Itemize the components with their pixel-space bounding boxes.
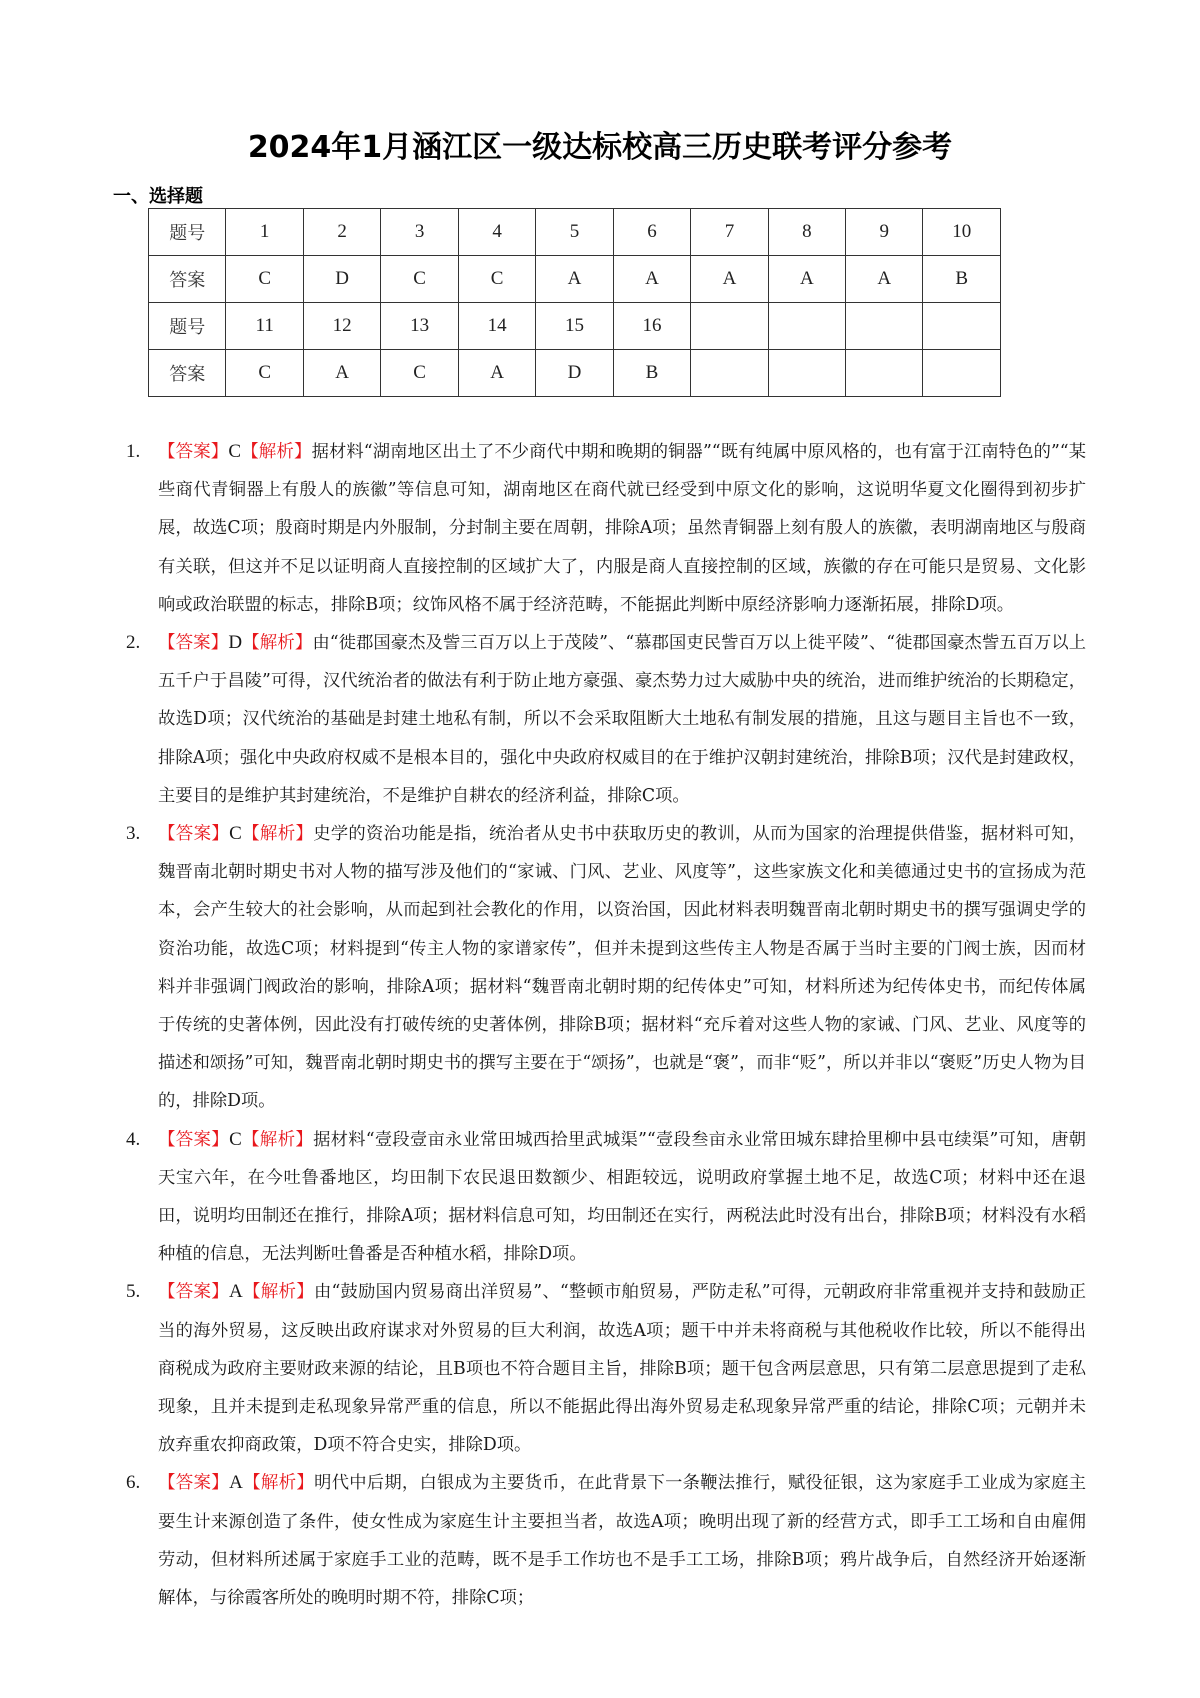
answer-letter: C: [229, 823, 242, 845]
table-cell: [768, 303, 845, 350]
table-cell: [923, 303, 1001, 350]
table-cell: C: [381, 256, 458, 303]
table-cell: D: [303, 256, 380, 303]
answer-table-row: [149, 303, 1001, 350]
answer-letter: C: [229, 1128, 242, 1150]
analysis-tag: 【解析】: [242, 1282, 314, 1303]
analysis-tag: 【解析】: [241, 442, 312, 462]
table-cell: 12: [303, 303, 380, 350]
row-label: 答案: [149, 350, 226, 397]
explanations-list: [126, 433, 1086, 1617]
item-number: 5.: [126, 1281, 141, 1303]
table-cell: 3: [381, 209, 458, 256]
table-cell: A: [691, 256, 768, 303]
answer-tag: 【答案】: [158, 1282, 229, 1303]
table-cell: B: [613, 350, 690, 397]
answer-letter: D: [228, 632, 243, 654]
table-cell: A: [303, 350, 380, 397]
table-cell: A: [613, 256, 690, 303]
table-cell: [923, 350, 1001, 397]
table-cell: A: [768, 256, 845, 303]
table-cell: 5: [536, 209, 613, 256]
analysis-tag: 【解析】: [242, 1473, 315, 1494]
table-cell: A: [536, 256, 613, 303]
row-label: 答案: [149, 256, 226, 303]
answer-letter: A: [229, 1472, 243, 1494]
answer-tag: 【答案】: [158, 633, 229, 654]
analysis-text: 由“徙郡国豪杰及訾三百万以上于茂陵”、“慕郡国吏民訾百万以上徙平陵”、“徙郡国豪杰訾五百万以上五千户于昌陵”可得，汉代统治者的做法有利于防止地方豪强、豪杰势力过大威胁中央的统治，进而维护统治的长期稳定，故选D项；汉代统治的基础是封建土地私有制，所以不会采取阻断大土地私有制发展的措施，且这与题目主旨也不一致，排除A项；强化中央政府权威不是根本目的，强化中央政府权威目的在于维护汉朝封建统治，排除B项；汉代是封建政权，主要目的是维护其封建统治，不是维护自耕农的经济利益，排除C项。: [158, 633, 1086, 806]
table-cell: C: [226, 256, 303, 303]
table-cell: 6: [613, 209, 690, 256]
analysis-tag: 【解析】: [241, 1129, 314, 1150]
answer-table-row: [149, 209, 1001, 256]
answer-tag: 【答案】: [158, 824, 230, 845]
table-cell: 7: [691, 209, 768, 256]
analysis-text: 据材料“壹段壹亩永业常田城西拾里武城渠”“壹段叁亩永业常田城东肆拾里柳中县屯续渠”可知，唐朝天宝六年，在今吐鲁番地区，均田制下农民退田数额少、相距较远，说明政府掌握土地不足，故选C项；材料中还在退田，说明均田制还在推行，排除A项；据材料信息可知，均田制还在实行，两税法此时没有出台，排除B项；材料没有水稻种植的信息，无法判断吐鲁番是否种植水稻，排除D项。: [158, 1129, 1087, 1265]
item-number: 1.: [126, 441, 141, 462]
table-cell: 8: [768, 209, 845, 256]
row-label: 题号: [149, 209, 226, 256]
table-cell: B: [923, 256, 1001, 303]
analysis-text: 据材料“湖南地区出土了不少商代中期和晚期的铜器”“既有纯属中原风格的，也有富于江南特色的”“某些商代青铜器上有殷人的族徽”等信息可知，湖南地区在商代就已经受到中原文化的影响，这说明华夏文化圈得到初步扩展，故选C项；殷商时期是内外服制，分封制主要在周朝，排除A项；虽然青铜器上刻有殷人的族徽，表明湖南地区与殷商有关联，但这并不足以证明商人直接控制的区域扩大了，内服是商人直接控制的区域，族徽的存在可能只是贸易、文化影响或政治联盟的标志，排除B项；纹饰风格不属于经济范畴，不能据此判断中原经济影响力逐渐拓展，排除D项。: [158, 442, 1087, 615]
explanation-item: [126, 433, 1086, 624]
item-number: 4.: [126, 1128, 141, 1150]
analysis-tag: 【解析】: [241, 824, 314, 845]
table-cell: 9: [846, 209, 923, 256]
explanation-item: [126, 1121, 1086, 1274]
answer-table-row: [149, 350, 1001, 397]
analysis-tag: 【解析】: [242, 633, 313, 654]
table-cell: D: [536, 350, 613, 397]
table-cell: [846, 303, 923, 350]
item-number: 2.: [126, 632, 141, 654]
table-cell: 11: [226, 303, 303, 350]
table-cell: 15: [536, 303, 613, 350]
explanation-item: [126, 624, 1086, 815]
analysis-text: 由“鼓励国内贸易商出洋贸易”、“整顿市舶贸易，严防走私”可得，元朝政府非常重视并支持和鼓励正当的海外贸易，这反映出政府谋求对外贸易的巨大利润，故选A项；题干中并未将商税与其他税收作比较，所以不能得出商税成为政府主要财政来源的结论，且B项也不符合题目主旨，排除B项；题干包含两层意思，只有第二层意思提到了走私现象，且并未提到走私现象异常严重的信息，所以不能据此得出海外贸易走私现象异常严重的结论，排除C项；元朝并未放弃重农抑商政策，D项不符合史实，排除D项。: [158, 1282, 1087, 1456]
answer-letter: C: [228, 441, 242, 462]
explanation-item: [126, 815, 1086, 1121]
item-number: 3.: [126, 823, 141, 845]
answer-letter: A: [228, 1281, 243, 1303]
answer-tag: 【答案】: [158, 1473, 230, 1494]
answer-table-row: [149, 256, 1001, 303]
table-cell: 2: [303, 209, 380, 256]
table-cell: 16: [613, 303, 690, 350]
table-cell: A: [846, 256, 923, 303]
table-cell: [691, 303, 768, 350]
answer-tag: 【答案】: [158, 442, 229, 462]
table-cell: 13: [381, 303, 458, 350]
table-cell: [768, 350, 845, 397]
analysis-text: 明代中后期，白银成为主要货币，在此背景下一条鞭法推行，赋役征银，这为家庭手工业成为家庭主要生计来源创造了条件，使女性成为家庭生计主要担当者，故选A项；晚明出现了新的经营方式，即手工工场和自由雇佣劳动，但材料所述属于家庭手工业的范畴，既不是手工作坊也不是手工工场，排除B项；鸦片战争后，自然经济开始逐渐解体，与徐霞客所处的晚明时期不符，排除C项；: [158, 1473, 1087, 1609]
document-title: 2024年1月涵江区一级达标校高三历史联考评分参考: [247, 130, 953, 165]
explanation-item: [126, 1464, 1086, 1617]
answer-table: [148, 208, 1001, 397]
analysis-text: 史学的资治功能是指，统治者从史书中获取历史的教训，从而为国家的治理提供借鉴，据材料可知，魏晋南北朝时期史书对人物的描写涉及他们的“家诫、门风、艺业、风度等”，这些家族文化和美德通过史书的宣扬成为范本，会产生较大的社会影响，从而起到社会教化的作用，以资治国，因此材料表明魏晋南北朝时期史书的撰写强调史学的资治功能，故选C项；材料提到“传主人物的家谱家传”，但并未提到这些传主人物是否属于当时主要的门阀士族，因而材料并非强调门阀政治的影响，排除A项；据材料“魏晋南北朝时期的纪传体史”可知，材料所述为纪传体史书，而纪传体属于传统的史著体例，因此没有打破传统的史著体例，排除B项；据材料“充斥着对这些人物的家诫、门风、艺业、风度等的描述和颂扬”可知，魏晋南北朝时期史书的撰写主要在于“颂扬”，也就是“褒”，而非“贬”，所以并非以“褒贬”历史人物为目的，排除D项。: [158, 824, 1086, 1112]
item-number: 6.: [126, 1472, 141, 1494]
table-cell: 1: [226, 209, 303, 256]
table-cell: [846, 350, 923, 397]
section-heading-multiple-choice: 一、选择题: [113, 186, 203, 207]
row-label: 题号: [149, 303, 226, 350]
table-cell: C: [226, 350, 303, 397]
table-cell: 4: [458, 209, 535, 256]
table-cell: 10: [923, 209, 1001, 256]
answer-tag: 【答案】: [158, 1129, 230, 1150]
table-cell: [691, 350, 768, 397]
table-cell: A: [458, 350, 535, 397]
table-cell: C: [381, 350, 458, 397]
table-cell: C: [458, 256, 535, 303]
explanation-item: [126, 1273, 1086, 1464]
table-cell: 14: [458, 303, 535, 350]
